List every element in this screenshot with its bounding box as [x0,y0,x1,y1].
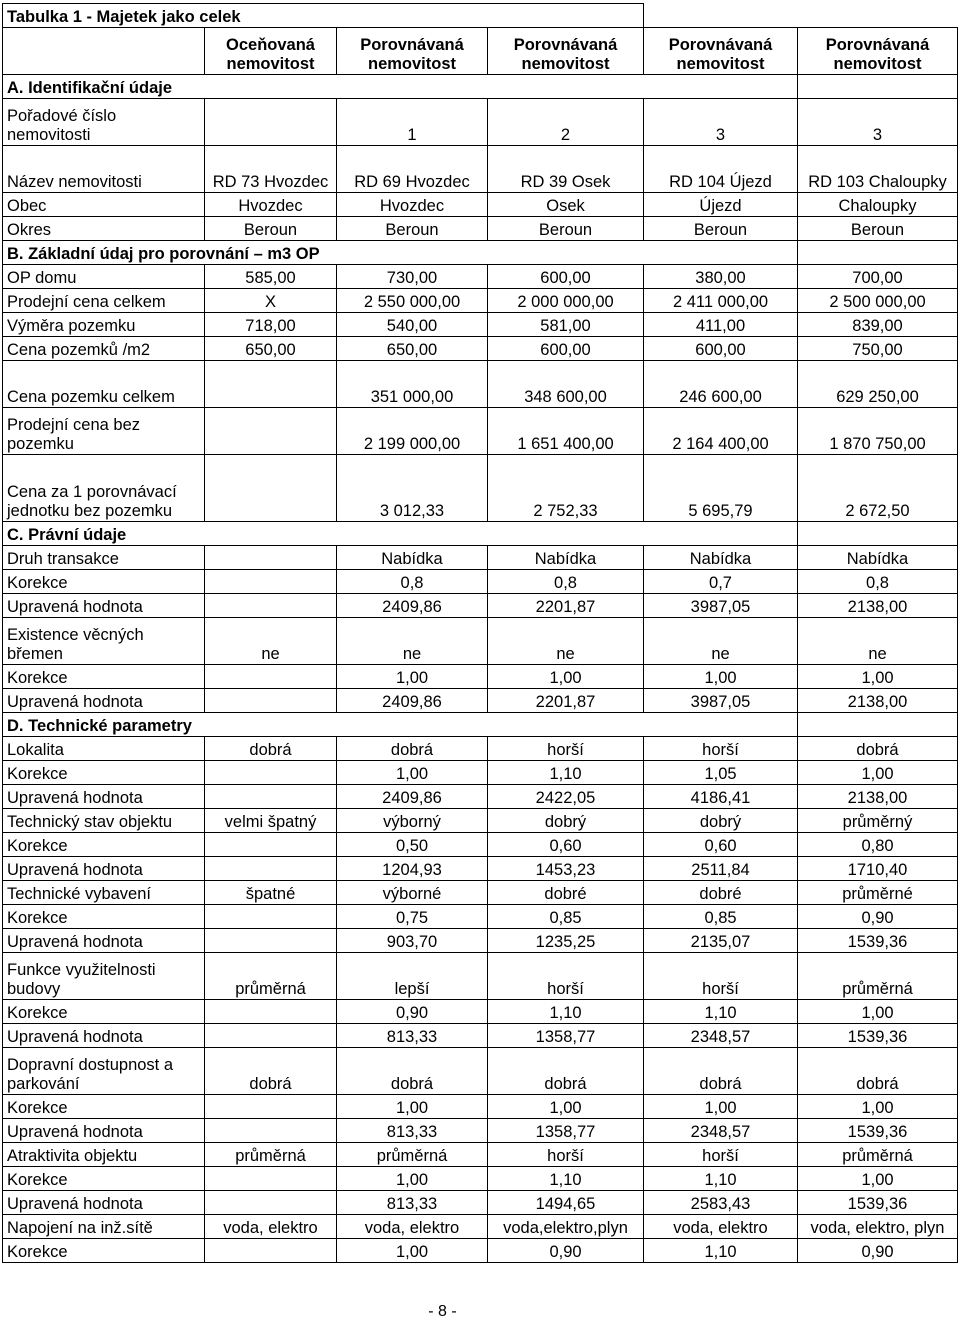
table-cell: dobrá [644,1048,798,1095]
row-label: Prodejní cena celkem [3,289,205,313]
table-cell [205,594,337,618]
table-cell [205,99,337,146]
table-row [3,337,958,361]
row-label: Korekce [3,1167,205,1191]
table-cell: 1,10 [488,1167,644,1191]
table-cell: průměrná [798,953,958,1000]
table-cell: X [205,289,337,313]
table-row [3,594,958,618]
table-cell: Beroun [488,217,644,241]
table-row [3,289,958,313]
table-cell: dobrá [798,737,958,761]
table-cell: 903,70 [337,929,488,953]
table-cell: průměrná [205,1143,337,1167]
table-cell: 0,90 [488,1239,644,1263]
table-cell: 813,33 [337,1119,488,1143]
table-cell: 1,00 [644,1095,798,1119]
table-cell: 2 672,50 [798,455,958,522]
table-cell [205,546,337,570]
table-cell: voda, elektro [644,1215,798,1239]
table-cell: 1,00 [798,761,958,785]
row-label: Korekce [3,761,205,785]
table-cell: 839,00 [798,313,958,337]
empty-cell [798,713,958,737]
table-cell: Újezd [644,193,798,217]
table-cell: 2422,05 [488,785,644,809]
table-cell: 2 199 000,00 [337,408,488,455]
table-cell: 2409,86 [337,594,488,618]
table-row [3,761,958,785]
table-row [3,1048,958,1095]
row-label: Upravená hodnota [3,594,205,618]
section-row [3,713,958,737]
table-row [3,809,958,833]
row-label: Korekce [3,905,205,929]
table-cell: voda,elektro,plyn [488,1215,644,1239]
empty-cell [798,241,958,265]
row-label: Atraktivita objektu [3,1143,205,1167]
table-cell: 1,10 [644,1000,798,1024]
table-cell: 650,00 [205,337,337,361]
table-cell: 1,00 [798,1167,958,1191]
table-cell: 0,8 [798,570,958,594]
row-label: Upravená hodnota [3,1024,205,1048]
table-cell: 3 [798,99,958,146]
table-cell: 0,85 [644,905,798,929]
table-cell: 1,10 [644,1239,798,1263]
table-cell: 0,75 [337,905,488,929]
table-cell: 585,00 [205,265,337,289]
table-cell: 1494,65 [488,1191,644,1215]
table-cell: RD 39 Osek [488,146,644,193]
table-cell: 629 250,00 [798,361,958,408]
table-title: Tabulka 1 - Majetek jako celek [3,4,644,28]
table-cell: dobré [488,881,644,905]
table-cell: 1 [337,99,488,146]
table-cell: 3987,05 [644,594,798,618]
table-row [3,265,958,289]
row-label: Okres [3,217,205,241]
table-row [3,737,958,761]
table-cell: 2 411 000,00 [644,289,798,313]
table-cell: dobrá [798,1048,958,1095]
table-cell: Beroun [644,217,798,241]
table-cell: dobrá [337,737,488,761]
table-cell: Osek [488,193,644,217]
table-cell: 5 695,79 [644,455,798,522]
table-cell: 1710,40 [798,857,958,881]
table-cell: 1,00 [798,665,958,689]
table-cell [205,1119,337,1143]
table-cell: 1235,25 [488,929,644,953]
table-cell: 1,00 [337,1095,488,1119]
section-a-title: A. Identifikační údaje [3,75,798,99]
table-cell: ne [644,618,798,665]
table-cell: 650,00 [337,337,488,361]
table-cell: 0,80 [798,833,958,857]
table-cell: špatné [205,881,337,905]
table-cell: voda, elektro, plyn [798,1215,958,1239]
row-label: OP domu [3,265,205,289]
table-row [3,408,958,455]
row-label: Prodejní cena bez pozemku [3,408,205,455]
row-label: Upravená hodnota [3,857,205,881]
section-b-title: B. Základní údaj pro porovnání – m3 OP [3,241,798,265]
table-cell: 1358,77 [488,1119,644,1143]
table-cell: 2 550 000,00 [337,289,488,313]
table-cell: Chaloupky [798,193,958,217]
table-cell: 1539,36 [798,1024,958,1048]
table-cell [205,785,337,809]
table-cell: Beroun [205,217,337,241]
table-cell: 1539,36 [798,1191,958,1215]
table-cell: 700,00 [798,265,958,289]
row-label: Korekce [3,1239,205,1263]
table-cell: 411,00 [644,313,798,337]
table-cell: velmi špatný [205,809,337,833]
empty-cell [798,75,958,99]
table-cell [205,1095,337,1119]
table-cell: Hvozdec [205,193,337,217]
table-cell: horší [488,1143,644,1167]
table-cell: 0,8 [337,570,488,594]
table-cell: 813,33 [337,1191,488,1215]
row-label: Obec [3,193,205,217]
table-row [3,929,958,953]
table-row [3,1143,958,1167]
table-cell: průměrné [798,881,958,905]
table-cell: průměrná [337,1143,488,1167]
table-cell: 1204,93 [337,857,488,881]
table-cell: RD 73 Hvozdec [205,146,337,193]
table-cell: ne [205,618,337,665]
table-cell: 2138,00 [798,689,958,713]
table-row [3,785,958,809]
row-label: Název nemovitosti [3,146,205,193]
table-cell: 1 870 750,00 [798,408,958,455]
table-cell: 2409,86 [337,785,488,809]
table-row [3,99,958,146]
table-cell: 2348,57 [644,1119,798,1143]
table-cell: 581,00 [488,313,644,337]
table-row [3,1095,958,1119]
table-cell: lepší [337,953,488,1000]
table-cell [205,1239,337,1263]
row-label: Korekce [3,1095,205,1119]
section-row [3,241,958,265]
row-label: Dopravní dostupnost a parkování [3,1048,205,1095]
table-cell: 1,10 [488,761,644,785]
table-row [3,665,958,689]
row-label: Korekce [3,833,205,857]
table-cell [205,761,337,785]
table-cell: 1453,23 [488,857,644,881]
table-cell [205,905,337,929]
table-cell: ne [337,618,488,665]
table-cell: Nabídka [337,546,488,570]
table-cell: 3 [644,99,798,146]
table-cell [205,1191,337,1215]
row-label: Cena za 1 porovnávací jednotku bez pozemku [3,455,205,522]
table-cell: 2583,43 [644,1191,798,1215]
table-cell: Nabídka [488,546,644,570]
table-cell: 2511,84 [644,857,798,881]
row-label: Upravená hodnota [3,785,205,809]
table-cell: 2138,00 [798,785,958,809]
table-cell [205,1167,337,1191]
table-cell: 1,05 [644,761,798,785]
table-cell: 1,00 [644,665,798,689]
table-row [3,618,958,665]
table-cell: 750,00 [798,337,958,361]
table-cell: 2348,57 [644,1024,798,1048]
row-label: Funkce využitelnosti budovy [3,953,205,1000]
row-label: Pořadové číslo nemovitosti [3,99,205,146]
table-cell: 600,00 [488,337,644,361]
table-cell [205,833,337,857]
table-cell: Beroun [337,217,488,241]
table-cell: 1,10 [644,1167,798,1191]
table-cell: 2 500 000,00 [798,289,958,313]
title-row [3,4,958,28]
column-header: Porovnávaná nemovitost [488,28,644,75]
table-cell [205,570,337,594]
table-cell: průměrná [798,1143,958,1167]
table-cell [205,361,337,408]
table-cell: horší [644,1143,798,1167]
table-cell: 1358,77 [488,1024,644,1048]
table-row [3,833,958,857]
table-cell: dobrá [337,1048,488,1095]
table-cell: 1539,36 [798,929,958,953]
table-cell: 2135,07 [644,929,798,953]
table-cell: 380,00 [644,265,798,289]
section-d-title: D. Technické parametry [3,713,798,737]
table-cell [205,929,337,953]
table-cell: 0,60 [644,833,798,857]
column-header: Porovnávaná nemovitost [798,28,958,75]
table-cell: 3987,05 [644,689,798,713]
table-cell: průměrná [205,953,337,1000]
table-cell: 2201,87 [488,689,644,713]
table-cell: 0,50 [337,833,488,857]
table-cell: 1,00 [798,1095,958,1119]
table-cell: 540,00 [337,313,488,337]
table-cell: 2409,86 [337,689,488,713]
row-label: Cena pozemků /m2 [3,337,205,361]
table-cell: 1,10 [488,1000,644,1024]
table-cell: RD 103 Chaloupky [798,146,958,193]
table-row [3,217,958,241]
table-cell: 730,00 [337,265,488,289]
table-row [3,953,958,1000]
table-cell: voda, elektro [205,1215,337,1239]
table-cell: 2201,87 [488,594,644,618]
table-cell: Nabídka [644,546,798,570]
column-header: Porovnávaná nemovitost [644,28,798,75]
table-row [3,857,958,881]
table-cell: 2 000 000,00 [488,289,644,313]
table-row [3,1000,958,1024]
table-cell: 1,00 [337,1239,488,1263]
row-label: Upravená hodnota [3,929,205,953]
table-cell: 600,00 [644,337,798,361]
table-row [3,1024,958,1048]
table-cell [205,408,337,455]
table-cell: 1,00 [488,1095,644,1119]
table-row [3,1215,958,1239]
table-cell: 0,8 [488,570,644,594]
table-cell: 0,90 [798,905,958,929]
table-cell [205,665,337,689]
table-row [3,1239,958,1263]
property-comparison-table [2,3,958,1263]
table-cell: RD 69 Hvozdec [337,146,488,193]
table-cell: ne [488,618,644,665]
table-cell: 0,90 [337,1000,488,1024]
row-label: Lokalita [3,737,205,761]
table-cell: 4186,41 [644,785,798,809]
row-label: Cena pozemku celkem [3,361,205,408]
table-cell: dobrá [205,737,337,761]
section-c-title: C. Právní údaje [3,522,798,546]
table-cell: 0,60 [488,833,644,857]
table-cell [205,455,337,522]
table-cell: dobrá [205,1048,337,1095]
table-cell: ne [798,618,958,665]
table-row [3,1191,958,1215]
table-cell: 348 600,00 [488,361,644,408]
table-cell: výborné [337,881,488,905]
table-cell [205,689,337,713]
table-cell: 3 012,33 [337,455,488,522]
section-row [3,75,958,99]
table-row [3,546,958,570]
table-row [3,455,958,522]
table-cell: Beroun [798,217,958,241]
table-row [3,689,958,713]
header-row [3,28,958,75]
row-label: Upravená hodnota [3,1119,205,1143]
table-row [3,905,958,929]
empty-cell [644,4,958,28]
column-header: Oceňovaná nemovitost [205,28,337,75]
header-corner [3,28,205,75]
row-label: Korekce [3,665,205,689]
row-label: Existence věcných břemen [3,618,205,665]
table-cell: 718,00 [205,313,337,337]
row-label: Technický stav objektu [3,809,205,833]
table-row [3,361,958,408]
table-cell: 2 752,33 [488,455,644,522]
table-row [3,1119,958,1143]
table-cell: Hvozdec [337,193,488,217]
row-label: Korekce [3,570,205,594]
page-number: - 8 - [428,1303,457,1320]
table-cell: dobré [644,881,798,905]
table-cell: 813,33 [337,1024,488,1048]
table-cell: voda, elektro [337,1215,488,1239]
table-cell: Nabídka [798,546,958,570]
table-cell: průměrný [798,809,958,833]
table-row [3,313,958,337]
table-cell: dobrá [488,1048,644,1095]
table-cell: 351 000,00 [337,361,488,408]
table-cell: dobrý [488,809,644,833]
row-label: Napojení na inž.sítě [3,1215,205,1239]
table-cell: 0,7 [644,570,798,594]
table-row [3,570,958,594]
table-row [3,146,958,193]
table-cell: 1,00 [337,1167,488,1191]
table-row [3,881,958,905]
table-cell: 0,85 [488,905,644,929]
table-cell: 1,00 [337,665,488,689]
table-cell: horší [488,737,644,761]
section-row [3,522,958,546]
table-row [3,1167,958,1191]
table-cell: 0,90 [798,1239,958,1263]
table-cell: 1,00 [337,761,488,785]
table-cell: 1539,36 [798,1119,958,1143]
table-cell: 1,00 [798,1000,958,1024]
table-row [3,193,958,217]
empty-cell [798,522,958,546]
table-cell: RD 104 Újezd [644,146,798,193]
row-label: Výměra pozemku [3,313,205,337]
table-cell: 246 600,00 [644,361,798,408]
table-cell: horší [488,953,644,1000]
row-label: Upravená hodnota [3,689,205,713]
table-cell: 2 164 400,00 [644,408,798,455]
table-cell: 2 [488,99,644,146]
row-label: Druh transakce [3,546,205,570]
row-label: Technické vybavení [3,881,205,905]
table-cell: horší [644,737,798,761]
table-cell: 600,00 [488,265,644,289]
table-cell: 1 651 400,00 [488,408,644,455]
table-cell: dobrý [644,809,798,833]
table-cell: 1,00 [488,665,644,689]
column-header: Porovnávaná nemovitost [337,28,488,75]
table-cell [205,857,337,881]
table-cell: výborný [337,809,488,833]
row-label: Upravená hodnota [3,1191,205,1215]
table-cell [205,1000,337,1024]
table-cell: horší [644,953,798,1000]
table-cell [205,1024,337,1048]
row-label: Korekce [3,1000,205,1024]
table-cell: 2138,00 [798,594,958,618]
